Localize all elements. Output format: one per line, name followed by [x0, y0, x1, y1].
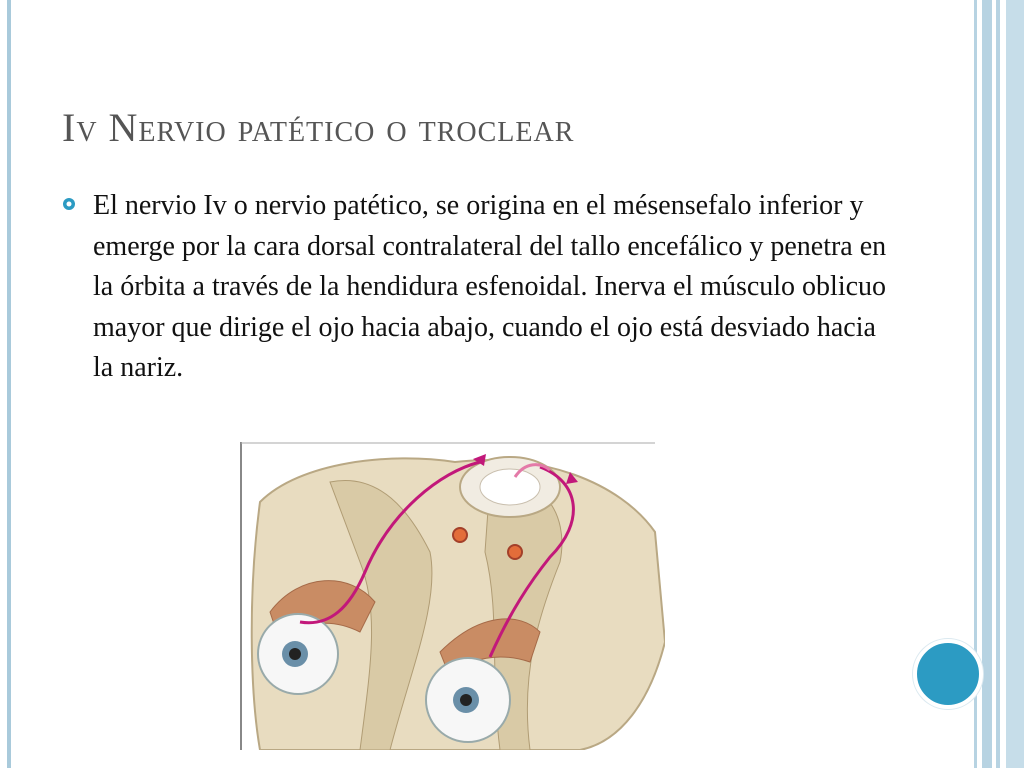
right-frame-stripes [974, 0, 1024, 768]
circle-bullet-icon [62, 197, 76, 211]
bullet-text: El nervio Iv o nervio patético, se origina en el mésensefalo inferior y emerge por la cara dorsal contralateral del tallo encefálico y penetra en la órbita a través de la hendidura esfenoidal. Inerva el músculo oblicuo mayor que dirige el ojo hacia abajo, cuando el ojo está desviado hacia la nariz. [93, 190, 887, 383]
slide-title: Iv Nervio patético o troclear [62, 105, 575, 150]
skull-orbit-illustration [240, 442, 665, 750]
accent-circle [913, 639, 983, 709]
left-frame-line [7, 0, 11, 768]
